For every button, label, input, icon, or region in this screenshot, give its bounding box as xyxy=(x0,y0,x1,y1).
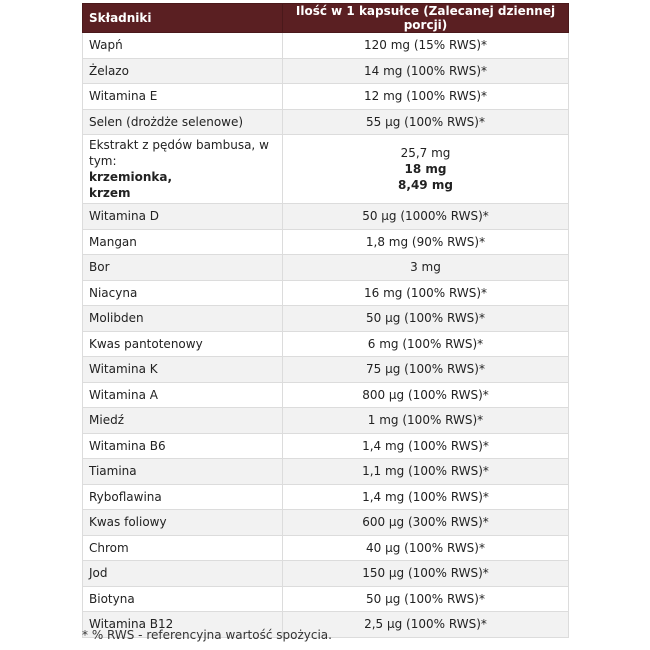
ingredient-name: Wapń xyxy=(83,33,283,59)
ingredient-name: Chrom xyxy=(83,535,283,561)
ingredient-amount-line: 25,7 mg xyxy=(400,146,451,160)
ingredient-amount: 120 mg (15% RWS)* xyxy=(283,33,569,59)
table-row xyxy=(83,357,569,383)
ingredient-name: Biotyna xyxy=(83,586,283,612)
ingredient-amount-subline: 18 mg xyxy=(404,162,447,176)
table-row-bamboo-extract xyxy=(83,135,569,204)
header-ingredients: Składniki xyxy=(83,4,283,33)
ingredient-amount: 600 µg (300% RWS)* xyxy=(283,510,569,536)
ingredient-name: Mangan xyxy=(83,229,283,255)
ingredient-amount: 6 mg (100% RWS)* xyxy=(283,331,569,357)
ingredient-name: Jod xyxy=(83,561,283,587)
ingredient-amount: 16 mg (100% RWS)* xyxy=(283,280,569,306)
ingredient-name-subline: krzemionka, xyxy=(89,170,173,184)
ingredient-amount: 1,8 mg (90% RWS)* xyxy=(283,229,569,255)
table-row xyxy=(83,510,569,536)
header-amount: Ilość w 1 kapsułce (Zalecanej dziennej porcji) xyxy=(283,4,569,33)
ingredient-amount: 1,4 mg (100% RWS)* xyxy=(283,433,569,459)
ingredient-amount: 14 mg (100% RWS)* xyxy=(283,58,569,84)
ingredient-name: Kwas foliowy xyxy=(83,510,283,536)
ingredient-amount: 55 µg (100% RWS)* xyxy=(283,109,569,135)
table-body xyxy=(83,33,569,638)
table-row xyxy=(83,484,569,510)
table-row xyxy=(83,382,569,408)
table-row xyxy=(83,255,569,281)
ingredient-name: Witamina D xyxy=(83,204,283,230)
ingredient-amount: 50 µg (100% RWS)* xyxy=(283,586,569,612)
table-row xyxy=(83,586,569,612)
ingredient-amount: 2,5 µg (100% RWS)* xyxy=(283,612,569,638)
table-row xyxy=(83,535,569,561)
table-row xyxy=(83,561,569,587)
ingredient-amount: 12 mg (100% RWS)* xyxy=(283,84,569,110)
ingredient-name: Niacyna xyxy=(83,280,283,306)
ingredient-name-line: Ekstrakt z pędów bambusa, w tym: xyxy=(89,138,269,168)
table-row xyxy=(83,33,569,59)
table-row xyxy=(83,58,569,84)
ingredient-amount: 1,1 mg (100% RWS)* xyxy=(283,459,569,485)
nutrition-table xyxy=(82,3,569,638)
ingredient-name: Molibden xyxy=(83,306,283,332)
ingredient-name: Żelazo xyxy=(83,58,283,84)
ingredient-name: Selen (drożdże selenowe) xyxy=(83,109,283,135)
ingredient-amount: 3 mg xyxy=(283,255,569,281)
ingredient-amount: 75 µg (100% RWS)* xyxy=(283,357,569,383)
ingredient-amount: 50 µg (1000% RWS)* xyxy=(283,204,569,230)
table-row xyxy=(83,229,569,255)
ingredient-name: Ryboflawina xyxy=(83,484,283,510)
table-row xyxy=(83,331,569,357)
table-header-row xyxy=(83,4,569,33)
ingredient-name: Witamina K xyxy=(83,357,283,383)
ingredient-amount: 50 µg (100% RWS)* xyxy=(283,306,569,332)
ingredient-name: Bor xyxy=(83,255,283,281)
table-row xyxy=(83,433,569,459)
table-row xyxy=(83,204,569,230)
table-row xyxy=(83,459,569,485)
ingredient-name: Kwas pantotenowy xyxy=(83,331,283,357)
ingredient-amount: 1 mg (100% RWS)* xyxy=(283,408,569,434)
table-row xyxy=(83,306,569,332)
table-row xyxy=(83,84,569,110)
ingredient-name: Miedź xyxy=(83,408,283,434)
table-row xyxy=(83,109,569,135)
ingredient-name: Witamina A xyxy=(83,382,283,408)
ingredient-amount: 40 µg (100% RWS)* xyxy=(283,535,569,561)
footnote: * % RWS - referencyjna wartość spożycia. xyxy=(82,628,332,642)
ingredient-amount: 150 µg (100% RWS)* xyxy=(283,561,569,587)
table-row xyxy=(83,280,569,306)
ingredient-name: Witamina E xyxy=(83,84,283,110)
ingredient-name: Tiamina xyxy=(83,459,283,485)
ingredient-name-subline: krzem xyxy=(89,186,131,200)
ingredient-amount-subline: 8,49 mg xyxy=(398,178,453,192)
ingredient-name: Witamina B12 xyxy=(83,612,283,638)
table-row xyxy=(83,408,569,434)
ingredient-amount xyxy=(283,135,569,204)
ingredient-amount: 1,4 mg (100% RWS)* xyxy=(283,484,569,510)
ingredient-name xyxy=(83,135,283,204)
ingredient-amount: 800 µg (100% RWS)* xyxy=(283,382,569,408)
ingredient-name: Witamina B6 xyxy=(83,433,283,459)
